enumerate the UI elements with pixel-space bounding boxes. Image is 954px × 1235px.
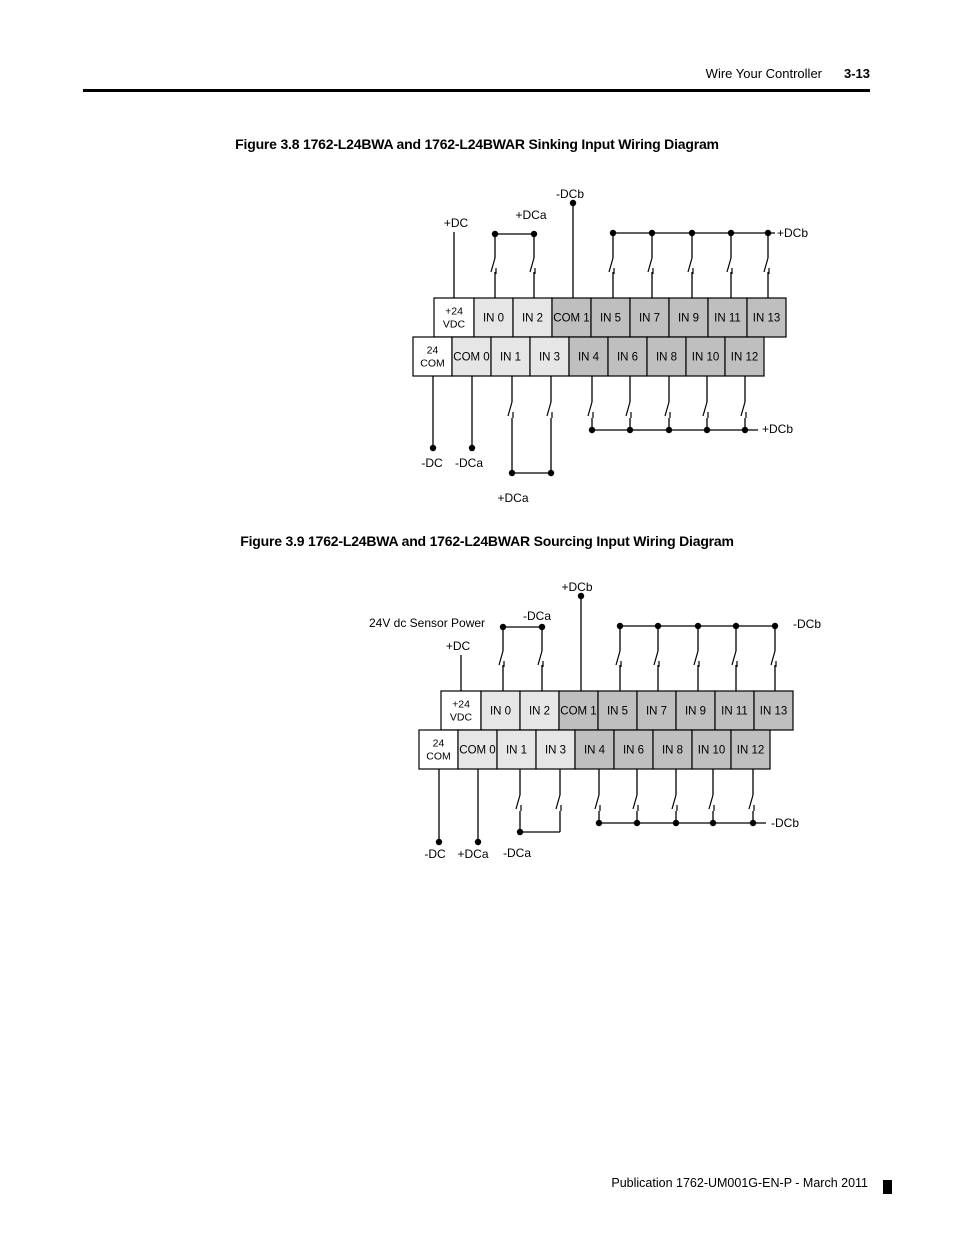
terminal-label: IN 3 <box>538 351 561 364</box>
switch-blade <box>764 258 768 272</box>
label: +DCa <box>515 208 547 222</box>
label: +DC <box>445 639 471 653</box>
switch-blade <box>648 258 652 272</box>
label: -DCa <box>454 456 484 470</box>
page-number: 3-13 <box>843 66 870 81</box>
terminal-label: 24 <box>432 737 445 750</box>
switch-blade <box>491 258 495 272</box>
terminal-label: VDC <box>442 318 466 331</box>
terminal-cell <box>413 337 452 376</box>
terminal-label: IN 11 <box>721 705 748 718</box>
switch-blade <box>547 402 551 416</box>
terminal-cell <box>441 691 481 730</box>
terminal-dot <box>430 445 436 451</box>
switch-blade <box>516 795 520 809</box>
terminal-label: IN 7 <box>638 312 661 325</box>
switch-blade <box>633 795 637 809</box>
terminal-label: IN 13 <box>752 312 781 325</box>
terminal-label: IN 0 <box>482 312 505 325</box>
terminal-label: IN 12 <box>736 744 765 757</box>
label: 24V dc Sensor Power <box>368 616 486 630</box>
terminal-label: IN 2 <box>521 312 544 325</box>
label: +DCb <box>762 422 794 436</box>
terminal-cell <box>419 730 458 769</box>
terminal-label: IN 6 <box>622 744 645 757</box>
label: -DCb <box>793 617 822 631</box>
switch-blade <box>626 402 630 416</box>
switch-blade <box>703 402 707 416</box>
terminal-label: IN 2 <box>528 705 551 718</box>
terminal-label: IN 3 <box>544 744 567 757</box>
switch-blade <box>499 651 503 665</box>
terminal-label: IN 6 <box>616 351 639 364</box>
figure-3-8-caption: Figure 3.8 1762-L24BWA and 1762-L24BWAR Sinking Input Wiring Diagram <box>235 136 719 152</box>
terminal-dot <box>469 445 475 451</box>
terminal-label: IN 5 <box>606 705 629 718</box>
terminal-cell <box>434 298 474 337</box>
footer-publication: Publication 1762-UM001G-EN-P - March 2011 <box>611 1176 868 1190</box>
terminal-label: VDC <box>449 711 473 724</box>
running-header-title: Wire Your Controller <box>705 66 822 81</box>
switch-blade <box>616 651 620 665</box>
switch-blade <box>609 258 613 272</box>
switch-blade <box>665 402 669 416</box>
label: -DCa <box>522 609 552 623</box>
terminal-label: IN 11 <box>714 312 741 325</box>
terminal-label: COM <box>426 750 451 763</box>
switch-blade <box>741 402 745 416</box>
label: +DCa <box>457 847 489 861</box>
switch-blade <box>727 258 731 272</box>
terminal-label: COM 1 <box>553 312 590 325</box>
label: +DC <box>443 216 469 230</box>
label: +DCa <box>497 491 529 505</box>
label: +DCb <box>777 226 809 240</box>
terminal-label: IN 12 <box>730 351 759 364</box>
terminal-label: IN 8 <box>661 744 684 757</box>
switch-blade <box>749 795 753 809</box>
terminal-dot <box>475 839 481 845</box>
switch-blade <box>688 258 692 272</box>
terminal-label: IN 1 <box>499 351 522 364</box>
label: -DC <box>421 456 443 470</box>
label: -DCa <box>502 846 532 860</box>
footer-marker <box>883 1180 892 1194</box>
label: -DCb <box>771 816 800 830</box>
switch-blade <box>732 651 736 665</box>
terminal-label: IN 10 <box>697 744 726 757</box>
terminal-label: +24 <box>452 698 470 711</box>
switch-blade <box>556 795 560 809</box>
switch-blade <box>530 258 534 272</box>
terminal-label: COM 1 <box>560 705 597 718</box>
terminal-label: IN 4 <box>577 351 600 364</box>
switch-blade <box>508 402 512 416</box>
switch-blade <box>771 651 775 665</box>
terminal-label: IN 0 <box>489 705 512 718</box>
terminal-label: IN 1 <box>505 744 528 757</box>
switch-blade <box>588 402 592 416</box>
switch-blade <box>694 651 698 665</box>
switch-blade <box>672 795 676 809</box>
terminal-label: IN 7 <box>645 705 668 718</box>
switch-blade <box>654 651 658 665</box>
terminal-label: IN 13 <box>759 705 788 718</box>
label: -DCb <box>555 187 585 201</box>
figure-3-9-caption: Figure 3.9 1762-L24BWA and 1762-L24BWAR Sourcing Input Wiring Diagram <box>240 533 734 549</box>
switch-blade <box>538 651 542 665</box>
terminal-label: IN 9 <box>677 312 700 325</box>
terminal-label: IN 5 <box>599 312 622 325</box>
sinking-wiring-diagram <box>0 0 954 520</box>
terminal-label: IN 9 <box>684 705 707 718</box>
switch-blade <box>595 795 599 809</box>
label: -DC <box>424 847 446 861</box>
terminal-label: IN 4 <box>583 744 606 757</box>
sourcing-wiring-diagram <box>0 520 954 890</box>
terminal-label: COM <box>420 357 445 370</box>
terminal-label: COM 0 <box>459 744 496 757</box>
switch-blade <box>709 795 713 809</box>
terminal-dot <box>436 839 442 845</box>
terminal-label: COM 0 <box>453 351 490 364</box>
terminal-label: 24 <box>426 344 439 357</box>
terminal-label: IN 10 <box>691 351 720 364</box>
terminal-label: IN 8 <box>655 351 678 364</box>
label: +DCb <box>561 580 593 594</box>
terminal-label: +24 <box>445 305 463 318</box>
